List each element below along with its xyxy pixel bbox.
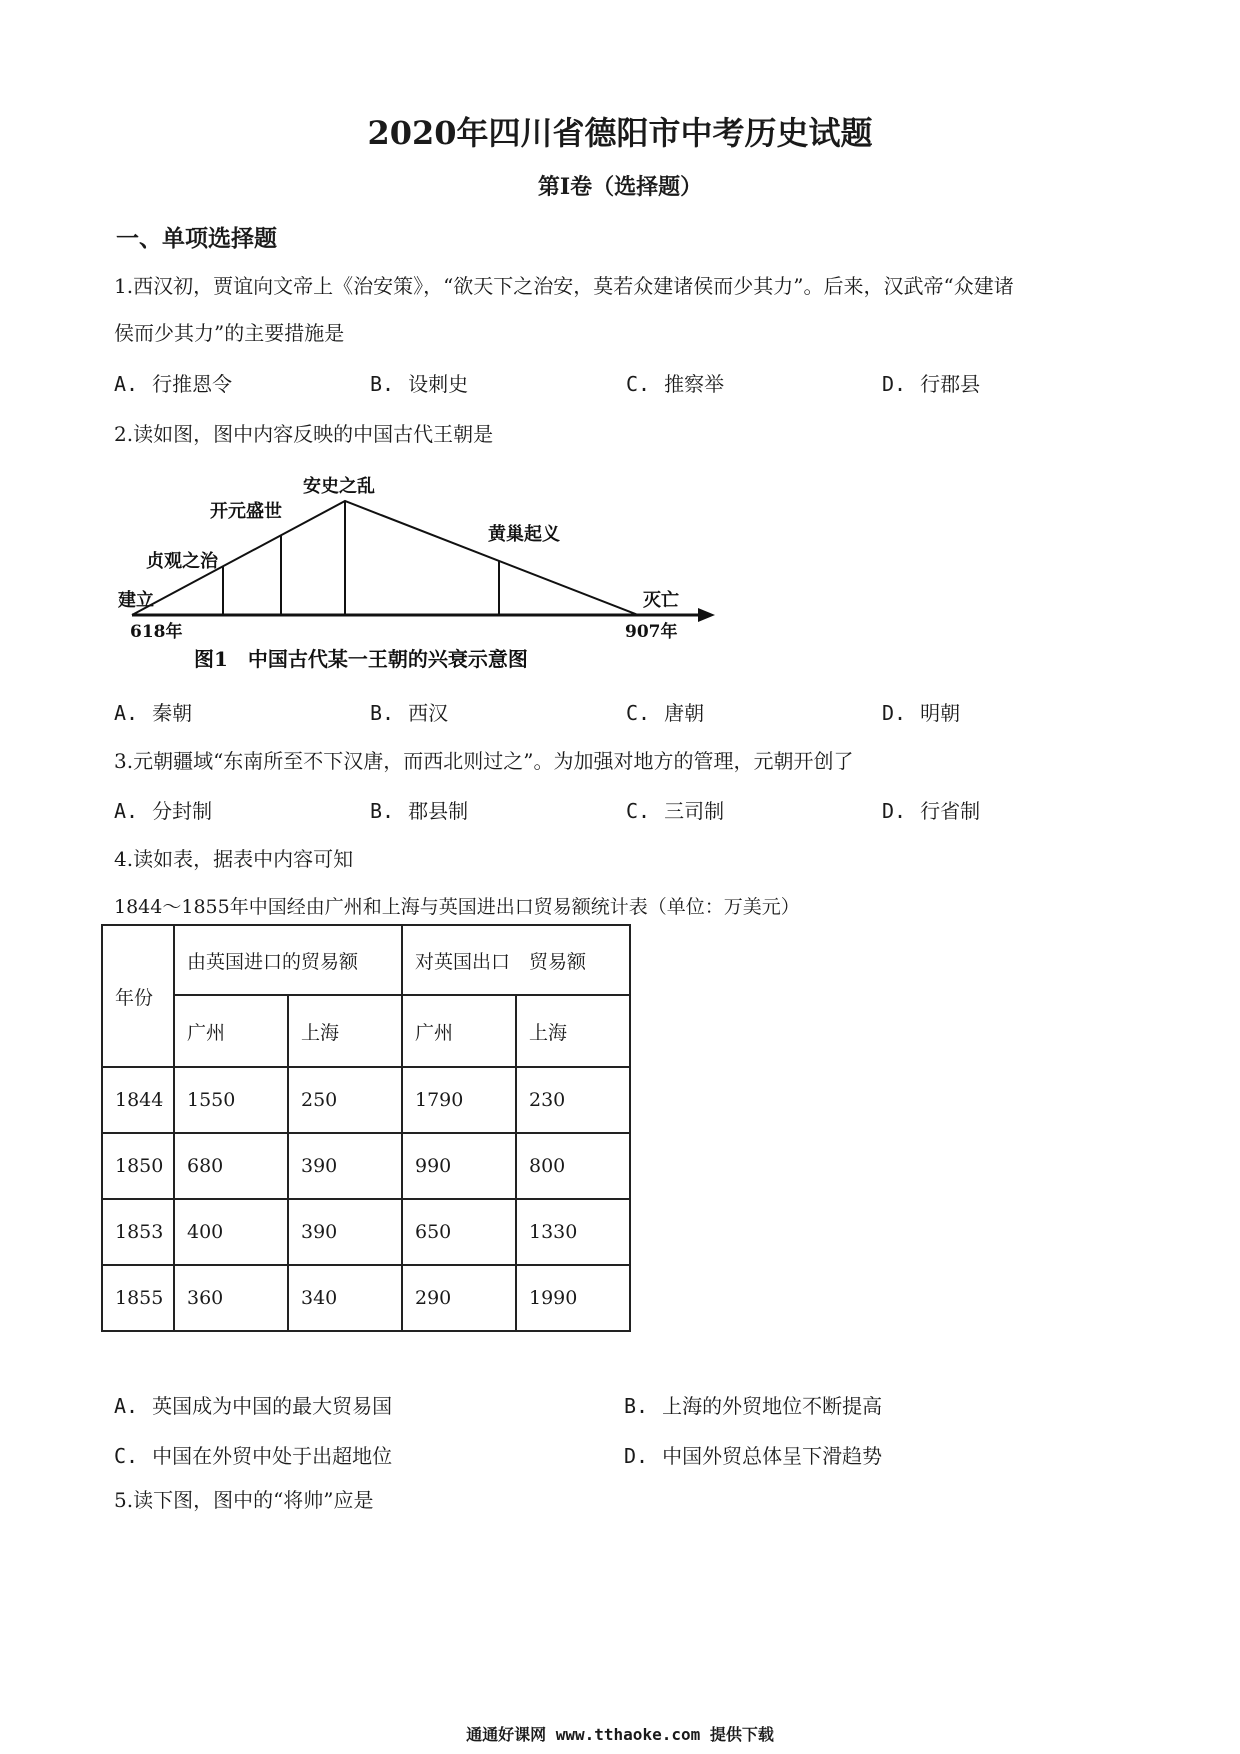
axis-arrow-icon — [698, 608, 715, 622]
question-4-stem: 4.读如表，据表中内容可知 — [114, 847, 354, 871]
footer-credit: 通通好课网 www.tthaoke.com 提供下载 — [466, 1725, 774, 1744]
header-export: 对英国出口 贸易额 — [402, 925, 630, 995]
header-year: 年份 — [102, 925, 174, 1067]
table-row — [102, 1199, 630, 1265]
q3-option-d: D. 行省制 — [882, 799, 981, 823]
label-start: 建立 — [118, 590, 154, 611]
label-start-year: 618年 — [130, 622, 183, 642]
q3-option-b: B. 郡县制 — [370, 799, 469, 823]
table-cell: 390 — [288, 1199, 402, 1265]
table-title: 1844～1855年中国经由广州和上海与英国进出口贸易额统计表（单位：万美元） — [114, 896, 800, 918]
table-cell: 1844 — [102, 1067, 174, 1133]
table-row — [102, 1133, 630, 1199]
table-cell: 230 — [516, 1067, 630, 1133]
question-1-line-2: 侯而少其力”的主要措施是 — [114, 321, 345, 345]
q1-option-a: A. 行推恩令 — [114, 372, 233, 396]
table-cell: 1850 — [102, 1133, 174, 1199]
trade-table — [101, 924, 631, 1332]
question-3-stem: 3.元朝疆域“东南所至不下汉唐，而西北则过之”。为加强对地方的管理，元朝开创了 — [114, 749, 854, 773]
q1-option-d: D. 行郡县 — [882, 372, 981, 396]
label-huangchao: 黄巢起义 — [488, 524, 560, 545]
table-cell: 360 — [174, 1265, 288, 1331]
figure-caption: 图1 中国古代某一王朝的兴衰示意图 — [194, 647, 528, 671]
q4-option-c: C. 中国在外贸中处于出超地位 — [114, 1444, 393, 1468]
table-cell: 1853 — [102, 1199, 174, 1265]
subheader-cell: 广州 — [402, 995, 516, 1067]
section-heading: 一、单项选择题 — [116, 225, 277, 252]
q2-option-a: A. 秦朝 — [114, 701, 193, 725]
subheader-cell: 上海 — [288, 995, 402, 1067]
q2-option-c: C. 唐朝 — [626, 701, 705, 725]
label-zhenguan: 贞观之治 — [146, 551, 218, 572]
table-cell: 290 — [402, 1265, 516, 1331]
table-cell: 990 — [402, 1133, 516, 1199]
table-cell: 250 — [288, 1067, 402, 1133]
table-cell: 1550 — [174, 1067, 288, 1133]
q3-option-c: C. 三司制 — [626, 799, 725, 823]
subheader-cell: 上海 — [516, 995, 630, 1067]
table-cell: 1330 — [516, 1199, 630, 1265]
table-cell: 400 — [174, 1199, 288, 1265]
q4-option-b: B. 上海的外贸地位不断提高 — [624, 1394, 883, 1418]
label-end: 灭亡 — [643, 590, 679, 611]
table-cell: 340 — [288, 1265, 402, 1331]
table-row — [102, 1265, 630, 1331]
label-anshi: 安史之乱 — [303, 476, 375, 497]
q2-option-b: B. 西汉 — [370, 701, 449, 725]
label-end-year: 907年 — [625, 622, 678, 642]
table-cell: 390 — [288, 1133, 402, 1199]
table-cell: 800 — [516, 1133, 630, 1199]
table-cell: 1990 — [516, 1265, 630, 1331]
subheader-cell: 广州 — [174, 995, 288, 1067]
question-5-stem: 5.读下图，图中的“将帅”应是 — [114, 1488, 374, 1512]
q1-option-c: C. 推察举 — [626, 372, 725, 396]
question-2-stem: 2.读如图，图中内容反映的中国古代王朝是 — [114, 422, 494, 446]
q4-option-a: A. 英国成为中国的最大贸易国 — [114, 1394, 393, 1418]
q2-option-d: D. 明朝 — [882, 701, 961, 725]
q3-option-a: A. 分封制 — [114, 799, 213, 823]
table-cell: 1790 — [402, 1067, 516, 1133]
header-import: 由英国进口的贸易额 — [174, 925, 402, 995]
table-cell: 650 — [402, 1199, 516, 1265]
dynasty-rise-fall-diagram — [110, 460, 730, 685]
table-row — [102, 1067, 630, 1133]
page-subtitle: 第Ⅰ卷（选择题） — [537, 174, 703, 200]
question-1-line-1: 1.西汉初，贾谊向文帝上《治安策》，“欲天下之治安，莫若众建诸侯而少其力”。后来，汉武帝“众建诸 — [114, 274, 1014, 298]
q1-option-b: B. 设刺史 — [370, 372, 469, 396]
table-cell: 680 — [174, 1133, 288, 1199]
table-cell: 1855 — [102, 1265, 174, 1331]
page-title: 2020年四川省德阳市中考历史试题 — [367, 114, 873, 152]
q4-option-d: D. 中国外贸总体呈下滑趋势 — [624, 1444, 883, 1468]
label-kaiyuan: 开元盛世 — [210, 501, 282, 522]
